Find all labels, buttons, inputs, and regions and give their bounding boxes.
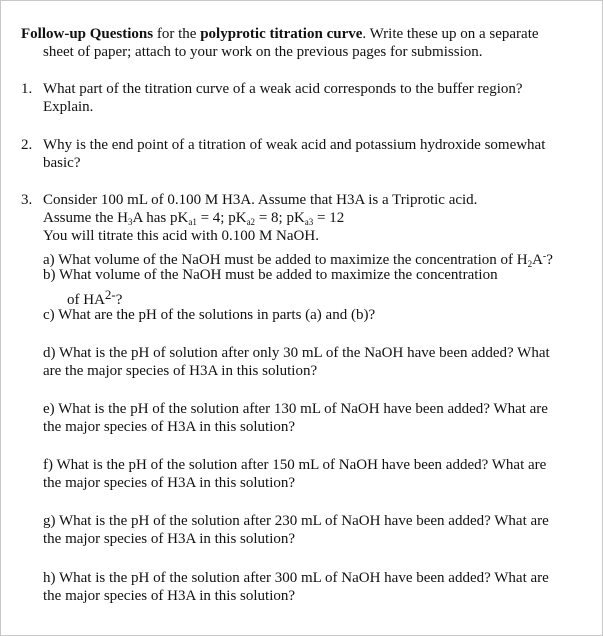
q3-part-d-line-2: are the major species of H3A in this solution?: [43, 363, 318, 379]
q2-line-1: Why is the end point of a titration of weak acid and potassium hydroxide somewhat: [43, 137, 546, 153]
q3-part-b-line-1: b) What volume of the NaOH must be added to maximize the concentration: [43, 267, 498, 283]
q3-line-3: You will titrate this acid with 0.100 M NaOH.: [43, 228, 319, 244]
q3-line-1: Consider 100 mL of 0.100 M H3A. Assume that H3A is a Triprotic acid.: [43, 192, 478, 208]
q3-part-c: c) What are the pH of the solutions in parts (a) and (b)?: [43, 307, 376, 323]
heading-follow-up: Follow-up Questions: [21, 26, 154, 42]
heading-topic: polyprotic titration curve: [200, 26, 363, 42]
q3-part-b-line-2: of HA2-?: [67, 287, 123, 308]
intro-line-1: Follow-up Questions for the polyprotic titration curve. Write these up on a separate: [21, 26, 539, 42]
q3-part-e-line-1: e) What is the pH of the solution after 130 mL of NaOH have been added? What are: [43, 401, 548, 417]
intro-line-2: sheet of paper; attach to your work on the previous pages for submission.: [43, 44, 483, 60]
q3-part-e-line-2: the major species of H3A in this solution?: [43, 419, 296, 435]
q3-part-g-line-1: g) What is the pH of the solution after 230 mL of NaOH have been added? What are: [43, 513, 549, 529]
q3-part-a: a) What volume of the NaOH must be added to maximize the concentration of $H_2A^-$?: [43, 251, 553, 269]
q2-line-2: basic?: [43, 155, 81, 171]
q3-line-2: Assume the $H_3A$ has $pK_{a1} = 4$; $pK_{a2} = 8$; $pK_{a3} = 12$: [43, 210, 345, 227]
q3-part-f-line-2: the major species of H3A in this solution?: [43, 475, 296, 491]
q1-number: 1.: [21, 81, 33, 97]
q3-part-d-line-1: d) What is the pH of solution after only 30 mL of the NaOH have been added? What: [43, 345, 550, 361]
q2-number: 2.: [21, 137, 33, 153]
q3-part-h-line-2: the major species of H3A in this solution?: [43, 588, 296, 604]
q3-number: 3.: [21, 192, 33, 208]
q3-part-h-line-1: h) What is the pH of the solution after 300 mL of NaOH have been added? What are: [43, 570, 549, 586]
q1-line-1: What part of the titration curve of a weak acid corresponds to the buffer region?: [43, 81, 523, 97]
q1-line-2: Explain.: [43, 99, 94, 115]
q3-part-g-line-2: the major species of H3A in this solution?: [43, 531, 296, 547]
q3-part-f-line-1: f) What is the pH of the solution after 150 mL of NaOH have been added? What are: [43, 457, 547, 473]
